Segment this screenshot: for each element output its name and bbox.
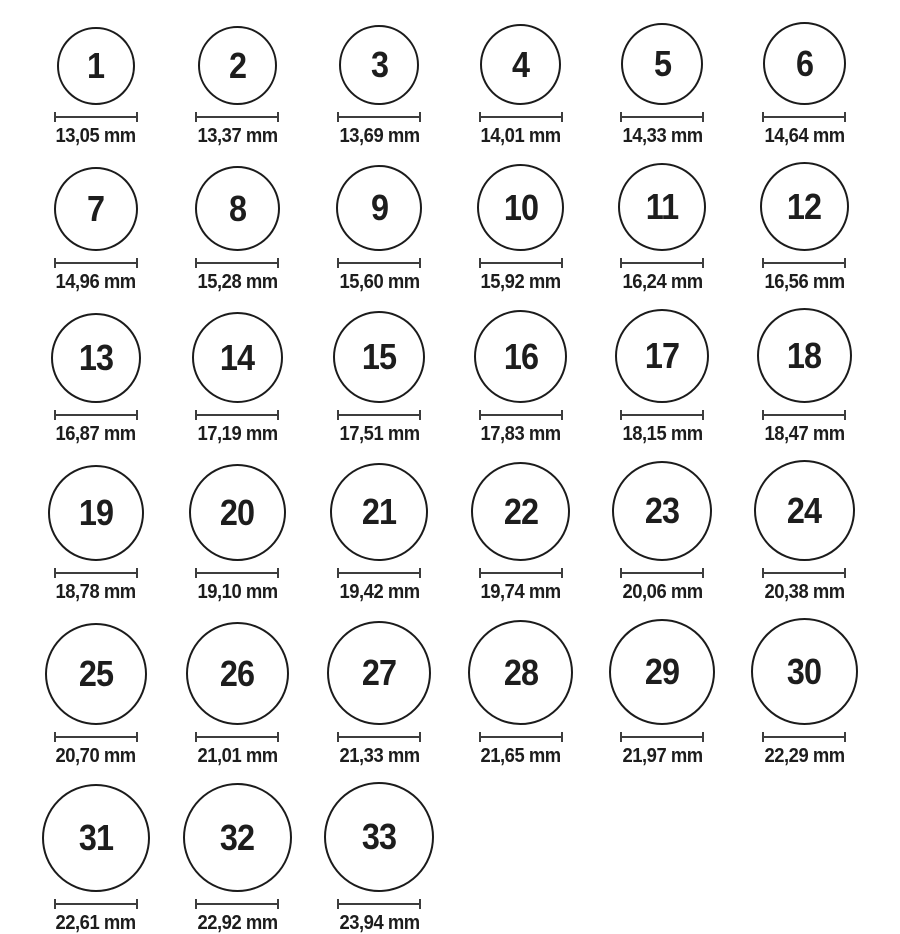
ring-size-cell	[450, 310, 592, 445]
ring-size-cell	[25, 167, 167, 293]
diameter-label: 21,01 mm	[197, 745, 278, 767]
diameter-label: 17,51 mm	[339, 423, 420, 445]
ring-size-cell	[592, 619, 734, 767]
diameter-measure-line	[337, 258, 421, 268]
ring-size-number: 30	[786, 650, 822, 692]
diameter-label: 19,10 mm	[197, 581, 278, 603]
ring-size-cell	[592, 163, 734, 293]
ring-circle	[336, 165, 422, 251]
ring-size-cell	[25, 27, 167, 147]
ring-size-number: 8	[228, 187, 247, 229]
ring-size-cell	[733, 22, 875, 147]
ring-size-number: 16	[503, 335, 538, 377]
ring-size-cell	[592, 309, 734, 445]
diameter-label: 20,38 mm	[764, 581, 845, 603]
ring-circle	[760, 162, 849, 251]
diameter-measure-line	[762, 112, 846, 122]
ring-circle	[480, 24, 561, 105]
diameter-label: 20,06 mm	[622, 581, 703, 603]
ring-size-number: 14	[220, 336, 255, 378]
ring-size-cell	[308, 311, 450, 445]
diameter-measure-line	[54, 258, 138, 268]
ring-size-cell	[25, 313, 167, 445]
ring-size-number: 32	[220, 816, 255, 858]
ring-size-number: 2	[228, 44, 247, 86]
diameter-label: 14,64 mm	[764, 125, 845, 147]
diameter-label: 14,01 mm	[480, 125, 561, 147]
diameter-measure-line	[195, 732, 279, 742]
diameter-measure-line	[762, 732, 846, 742]
diameter-label: 22,92 mm	[197, 912, 278, 934]
ring-circle	[751, 618, 858, 725]
ring-size-number: 24	[786, 489, 822, 531]
ring-circle	[333, 311, 425, 403]
ring-circle	[195, 166, 280, 251]
ring-circle	[42, 784, 150, 892]
ring-size-number: 13	[78, 337, 113, 378]
ring-circle	[618, 163, 706, 251]
diameter-label: 13,05 mm	[55, 125, 136, 147]
diameter-label: 19,42 mm	[339, 581, 420, 603]
diameter-measure-line	[337, 568, 421, 578]
ring-size-cell	[25, 784, 167, 934]
diameter-label: 18,78 mm	[55, 581, 136, 603]
ring-circle	[757, 308, 852, 403]
ring-circle	[612, 461, 712, 561]
diameter-measure-line	[195, 258, 279, 268]
diameter-label: 19,74 mm	[480, 581, 561, 603]
diameter-measure-line	[195, 410, 279, 420]
ring-size-number: 1	[87, 45, 105, 86]
ring-circle	[615, 309, 709, 403]
diameter-label: 15,28 mm	[197, 271, 278, 293]
ring-size-cell	[450, 24, 592, 147]
ring-size-cell	[308, 25, 450, 147]
diameter-measure-line	[479, 410, 563, 420]
diameter-label: 17,19 mm	[197, 423, 278, 445]
ring-size-number: 20	[220, 491, 255, 533]
ring-circle	[471, 462, 570, 561]
ring-size-cell	[592, 23, 734, 147]
ring-size-number: 4	[512, 43, 530, 85]
diameter-measure-line	[620, 258, 704, 268]
ring-size-cell	[733, 162, 875, 293]
ring-circle	[324, 782, 434, 892]
ring-circle	[609, 619, 715, 725]
ring-size-number: 19	[78, 492, 113, 533]
chart-row	[25, 460, 875, 603]
ring-circle	[621, 23, 703, 105]
diameter-measure-line	[54, 732, 138, 742]
diameter-measure-line	[620, 732, 704, 742]
diameter-measure-line	[479, 732, 563, 742]
ring-size-number: 23	[645, 490, 680, 531]
chart-row	[25, 22, 875, 147]
ring-circle	[57, 27, 135, 105]
diameter-label: 20,70 mm	[55, 745, 136, 767]
ring-size-number: 3	[370, 44, 388, 85]
ring-size-cell	[25, 465, 167, 603]
ring-circle	[186, 622, 289, 725]
diameter-label: 15,92 mm	[480, 271, 561, 293]
ring-size-cell	[308, 463, 450, 603]
diameter-label: 17,83 mm	[480, 423, 561, 445]
ring-circle	[54, 167, 138, 251]
diameter-measure-line	[337, 732, 421, 742]
diameter-measure-line	[54, 568, 138, 578]
ring-size-cell	[167, 312, 309, 445]
ring-size-cell	[167, 783, 309, 934]
diameter-measure-line	[337, 112, 421, 122]
diameter-measure-line	[54, 899, 138, 909]
ring-size-number: 15	[362, 336, 397, 377]
diameter-label: 13,69 mm	[339, 125, 420, 147]
diameter-label: 13,37 mm	[197, 125, 278, 147]
ring-size-cell	[450, 462, 592, 603]
diameter-measure-line	[195, 112, 279, 122]
ring-circle	[474, 310, 567, 403]
ring-circle	[330, 463, 428, 561]
diameter-measure-line	[479, 258, 563, 268]
diameter-label: 15,60 mm	[339, 271, 420, 293]
ring-circle	[754, 460, 855, 561]
ring-circle	[198, 26, 277, 105]
diameter-label: 18,15 mm	[622, 423, 703, 445]
diameter-measure-line	[195, 568, 279, 578]
ring-size-number: 33	[362, 816, 397, 857]
ring-size-number: 29	[645, 651, 680, 692]
ring-size-cell	[167, 464, 309, 603]
ring-circle	[763, 22, 846, 105]
diameter-label: 21,65 mm	[480, 745, 561, 767]
diameter-label: 14,96 mm	[55, 271, 136, 293]
ring-size-number: 27	[362, 652, 397, 693]
diameter-label: 21,33 mm	[339, 745, 420, 767]
ring-size-cell	[733, 618, 875, 767]
diameter-measure-line	[620, 568, 704, 578]
diameter-measure-line	[337, 899, 421, 909]
ring-size-number: 31	[78, 817, 113, 858]
diameter-measure-line	[195, 899, 279, 909]
diameter-measure-line	[479, 568, 563, 578]
diameter-measure-line	[54, 410, 138, 420]
ring-size-number: 28	[503, 651, 538, 693]
ring-circle	[339, 25, 419, 105]
diameter-label: 22,61 mm	[55, 912, 136, 934]
ring-size-number: 21	[362, 491, 397, 532]
chart-row	[25, 618, 875, 767]
chart-row	[25, 162, 875, 293]
ring-size-number: 9	[370, 187, 388, 228]
ring-size-cell	[167, 622, 309, 767]
ring-circle	[45, 623, 147, 725]
ring-size-cell	[450, 164, 592, 293]
ring-circle	[327, 621, 431, 725]
ring-circle	[48, 465, 144, 561]
diameter-measure-line	[620, 410, 704, 420]
diameter-label: 23,94 mm	[339, 912, 420, 934]
diameter-measure-line	[54, 112, 138, 122]
ring-size-cell	[167, 26, 309, 147]
ring-size-number: 26	[220, 652, 255, 694]
ring-size-number: 17	[645, 335, 680, 376]
diameter-measure-line	[479, 112, 563, 122]
chart-row	[25, 308, 875, 445]
ring-size-cell	[308, 621, 450, 767]
diameter-measure-line	[762, 568, 846, 578]
diameter-label: 14,33 mm	[622, 125, 703, 147]
diameter-label: 22,29 mm	[764, 745, 845, 767]
ring-size-number: 18	[786, 334, 822, 376]
ring-size-cell	[450, 620, 592, 767]
ring-circle	[183, 783, 292, 892]
ring-size-cell	[167, 166, 309, 293]
diameter-label: 18,47 mm	[764, 423, 845, 445]
ring-size-number: 11	[646, 186, 679, 227]
ring-size-number: 5	[653, 43, 672, 84]
diameter-measure-line	[762, 258, 846, 268]
chart-row	[25, 782, 875, 934]
ring-size-cell	[592, 461, 734, 603]
ring-size-number: 25	[78, 653, 113, 694]
ring-size-cell	[308, 782, 450, 934]
ring-size-number: 12	[786, 185, 822, 227]
diameter-label: 21,97 mm	[622, 745, 703, 767]
ring-circle	[468, 620, 573, 725]
ring-size-cell	[733, 308, 875, 445]
diameter-measure-line	[762, 410, 846, 420]
ring-size-number: 22	[503, 490, 538, 532]
diameter-label: 16,87 mm	[55, 423, 136, 445]
ring-size-cell	[308, 165, 450, 293]
ring-size-number: 6	[795, 42, 813, 84]
ring-size-cell	[25, 623, 167, 767]
diameter-label: 16,24 mm	[622, 271, 703, 293]
ring-size-number: 10	[503, 186, 538, 228]
diameter-measure-line	[337, 410, 421, 420]
ring-circle	[192, 312, 283, 403]
diameter-label: 16,56 mm	[764, 271, 845, 293]
ring-circle	[51, 313, 141, 403]
diameter-measure-line	[620, 112, 704, 122]
ring-circle	[477, 164, 564, 251]
ring-circle	[189, 464, 286, 561]
ring-size-number: 7	[87, 188, 105, 229]
ring-size-cell	[733, 460, 875, 603]
